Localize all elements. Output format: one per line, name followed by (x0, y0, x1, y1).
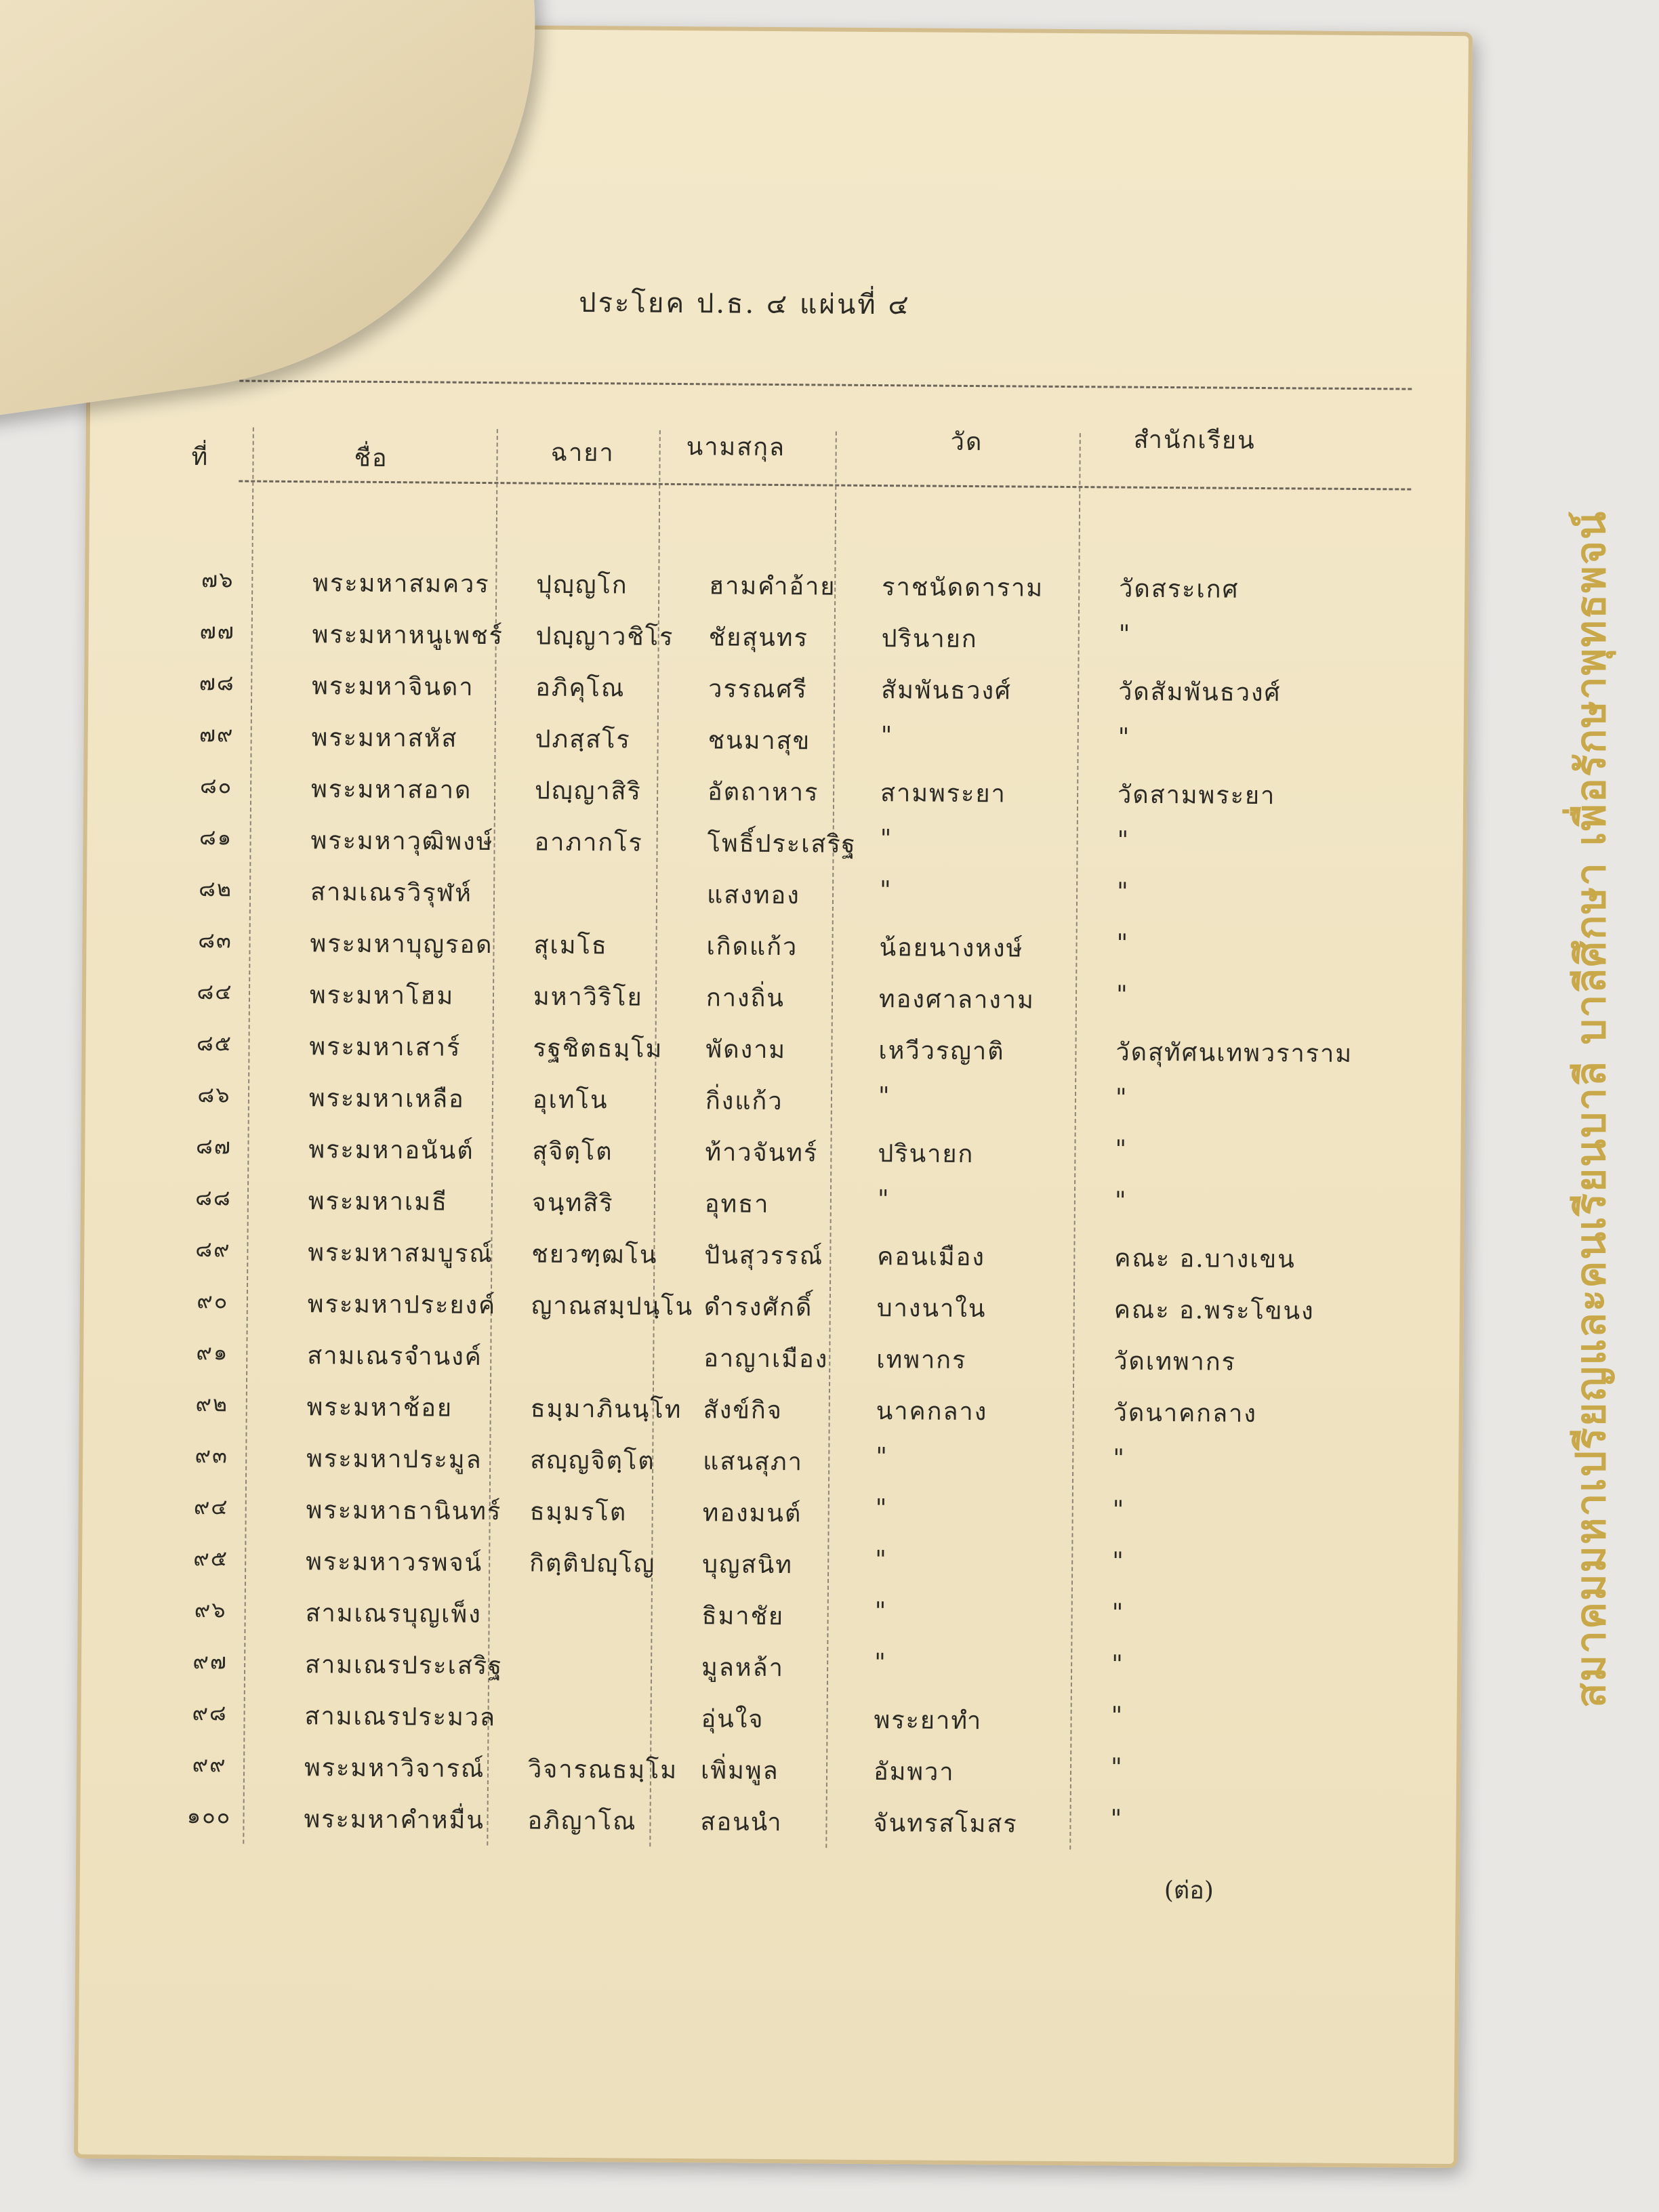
cell-alias: ปญฺญาวชิโร (535, 622, 674, 651)
cell-surname: วรรณศรี (708, 675, 808, 704)
cell-no: ๘๗ (195, 1133, 232, 1160)
table-row (83, 1334, 1459, 1391)
cell-surname: แสนสุภา (703, 1448, 804, 1477)
cell-alias: ธมฺมาภินนฺโท (530, 1395, 682, 1425)
cell-school: " (1118, 620, 1132, 649)
cell-surname: อุทธา (704, 1190, 770, 1218)
cell-wat: " (880, 825, 893, 853)
cell-wat: คอนเมือง (877, 1243, 986, 1272)
table-row (82, 1489, 1458, 1546)
watermark-text: สมาคมมหาเปรียญและคนเรียนบาลี บาลีศึกษา เพื่อรักษาพุทธพจน์ (1568, 510, 1615, 1708)
cell-name: พระมหาสหัส (311, 724, 458, 753)
cell-wat: จันทรสโมสร (873, 1809, 1018, 1839)
table-row (80, 1798, 1456, 1855)
cell-no: ๘๘ (195, 1185, 232, 1211)
table-row (87, 716, 1463, 773)
cell-surname: ดำรงศักดิ์ (703, 1293, 813, 1322)
cell-name: สามเณรบุญเพ็ง (305, 1599, 482, 1629)
cell-alias: ชยวฑฺฒโน (531, 1240, 658, 1269)
cell-wat: ปรินายก (878, 1140, 975, 1169)
cell-no: ๘๙ (195, 1236, 231, 1263)
cell-name: สามเณรประเสริฐ (304, 1651, 504, 1681)
cell-name: พระมหาอนันต์ (308, 1136, 474, 1165)
cell-name: พระมหาวรพจน์ (306, 1548, 483, 1578)
cell-name: พระมหาสมควร (312, 569, 490, 599)
cell-wat: เหวีวรญาติ (878, 1037, 1005, 1066)
cell-school: " (1116, 929, 1130, 958)
cell-alias: ธมฺมรโต (529, 1498, 628, 1527)
cell-alias: รฐชิตธมฺโม (533, 1034, 663, 1063)
cell-name: สามเณรประมวล (304, 1702, 497, 1732)
cell-no: ๙๒ (195, 1391, 229, 1417)
cell-no: ๑๐๐ (186, 1802, 232, 1829)
cell-school: " (1118, 723, 1131, 752)
cell-no: ๙๕ (193, 1545, 229, 1572)
cell-name: พระมหาบุญรอด (310, 930, 493, 960)
cell-surname: อุ่นใจ (701, 1705, 764, 1734)
cell-surname: ชนมาสุข (708, 726, 811, 756)
table-row (81, 1695, 1456, 1752)
cell-name: พระมหาเสาร์ (309, 1033, 462, 1062)
cell-no: ๘๕ (196, 1030, 233, 1057)
cell-name: พระมหาคำหมื่น (304, 1805, 485, 1835)
cell-alias: ญาณสมฺปนฺโน (531, 1292, 694, 1322)
cell-wat: ราชนัดดาราม (882, 573, 1044, 602)
cell-surname: ท้าวจันทร์ (705, 1139, 819, 1168)
cell-wat: " (878, 1082, 891, 1111)
table-row (84, 1231, 1460, 1288)
cell-school: " (1117, 826, 1130, 855)
cell-school: " (1112, 1547, 1125, 1576)
cell-surname: แสงทอง (706, 881, 800, 910)
cell-surname: เพิ่มพูล (700, 1757, 779, 1786)
cell-no: ๗๙ (199, 721, 234, 747)
table-row (81, 1643, 1457, 1700)
cell-school: " (1111, 1702, 1124, 1730)
header-school: สำนักเรียน (1133, 426, 1256, 455)
table-row (87, 819, 1462, 876)
cell-school: วัดสามพระยา (1117, 781, 1276, 811)
cell-school: คณะ อ.บางเขน (1114, 1244, 1296, 1274)
header-no: ที่ (191, 443, 209, 472)
table-row (88, 665, 1464, 722)
header-name: ชื่อ (354, 444, 388, 473)
cell-wat: " (875, 1494, 888, 1523)
cell-name: สามเณรวิรุฬห์ (310, 878, 473, 907)
cell-surname: สอนนำ (700, 1808, 783, 1837)
cell-no: ๙๑ (196, 1339, 229, 1366)
cell-surname: พัดงาม (705, 1036, 787, 1065)
cell-wat: ทองศาลางาม (878, 985, 1035, 1015)
cell-surname: ธิมาชัย (701, 1602, 785, 1631)
cell-alias: สุจิตฺโต (532, 1137, 613, 1166)
table-row (88, 613, 1464, 670)
cell-wat: " (874, 1597, 888, 1626)
table-row (82, 1540, 1458, 1597)
table-row (85, 1180, 1460, 1237)
cell-school: " (1112, 1496, 1126, 1524)
cell-wat: เทพากร (876, 1346, 967, 1375)
cell-school: วัดสัมพันธวงศ์ (1118, 678, 1282, 708)
header-wat: วัด (950, 428, 983, 457)
cell-no: ๗๗ (199, 618, 235, 644)
cell-surname: กางถิ่น (705, 984, 785, 1013)
cell-name: พระมหาช้อย (306, 1393, 453, 1422)
cell-alias: ปภสฺสโร (535, 725, 631, 754)
cell-no: ๙๖ (194, 1597, 227, 1623)
cell-wat: สามพระยา (880, 779, 1006, 808)
table-row (89, 562, 1465, 619)
cell-no: ๘๓ (198, 927, 232, 954)
cell-no: ๗๖ (201, 567, 234, 593)
cell-school: วัดสระเกศ (1119, 575, 1240, 604)
cell-name: พระมหาประมูล (306, 1445, 483, 1475)
table-row (85, 1025, 1461, 1082)
page-title: ประโยค ป.ธ. ๔ แผ่นที่ ๔ (578, 287, 911, 321)
cell-surname: เกิดแก้ว (706, 933, 798, 962)
cell-alias: อภิญาโณ (527, 1807, 637, 1836)
cell-school: " (1114, 1187, 1128, 1215)
cell-name: พระมหาโฮม (309, 981, 455, 1010)
cell-name: พระมหาประยงค์ (307, 1290, 497, 1320)
cell-wat: " (874, 1649, 887, 1677)
table-row (85, 1077, 1461, 1134)
cell-no: ๗๘ (199, 670, 235, 696)
cell-surname: โพธิ์ประเสริฐ (707, 830, 857, 859)
cell-no: ๘๑ (199, 824, 233, 851)
cell-name: พระมหาสอาด (310, 775, 472, 804)
table-row (87, 871, 1462, 928)
table-top-rule (239, 380, 1412, 390)
cell-alias: จนฺทสิริ (531, 1189, 614, 1218)
table-row (83, 1437, 1458, 1494)
cell-wat: นาคกลาง (876, 1397, 988, 1427)
header-surname: นามสกุล (686, 433, 786, 462)
table-row (84, 1283, 1460, 1340)
cell-no: ๘๐ (199, 773, 233, 799)
table-row (81, 1746, 1456, 1803)
cell-wat: บางนาใน (876, 1294, 987, 1324)
cell-surname: อาญาเมือง (703, 1345, 829, 1374)
cell-wat: ปรินายก (881, 625, 978, 654)
cell-alias: สญฺญจิตฺโต (530, 1446, 655, 1475)
cell-name: พระมหาวุฒิพงษ์ (310, 827, 494, 857)
cell-surname: กิ่งแก้ว (705, 1087, 783, 1116)
cell-no: ๙๘ (192, 1700, 228, 1726)
cell-surname: ฮามคำอ้าย (709, 572, 836, 601)
table-row (86, 974, 1462, 1031)
cell-no: ๙๙ (192, 1751, 227, 1778)
cell-school: " (1111, 1599, 1125, 1627)
cell-no: ๙๔ (193, 1494, 229, 1520)
cell-alias: สุเมโธ (533, 931, 609, 960)
cell-surname: ทองมนต์ (702, 1499, 802, 1528)
cell-school: " (1110, 1805, 1124, 1833)
header-alias: ฉายา (550, 438, 615, 468)
cell-name: พระมหาเหลือ (308, 1084, 465, 1113)
cell-surname: อัตถาหาร (707, 778, 819, 807)
cell-school: วัดเทพากร (1113, 1347, 1237, 1376)
cell-name: พระมหาหนูเพชร์ (312, 621, 504, 651)
cell-name: พระมหาวิจารณ์ (304, 1754, 485, 1784)
cell-no: ๘๒ (199, 876, 233, 902)
cell-name: พระมหาเมธี (308, 1187, 449, 1216)
cell-no: ๙๓ (194, 1442, 229, 1469)
cell-wat: " (875, 1546, 888, 1574)
cell-wat: " (879, 876, 893, 905)
cell-alias: ปุญฺญโก (536, 571, 628, 600)
cell-school: " (1115, 1084, 1128, 1112)
cell-no: ๙๗ (192, 1648, 228, 1675)
cell-alias: กิตฺติปญฺโญ (529, 1549, 656, 1578)
cell-wat: " (880, 722, 894, 750)
cell-alias: ปญฺญาสิริ (534, 777, 642, 806)
cell-name: พระมหาจินดา (312, 672, 474, 701)
cell-school: " (1113, 1444, 1126, 1473)
cell-no: ๙๐ (197, 1288, 229, 1314)
table-row (86, 922, 1462, 979)
cell-alias: มหาวิริโย (533, 983, 643, 1012)
cell-wat: พระยาทำ (874, 1706, 983, 1736)
cell-wat: น้อยนางหงษ์ (879, 934, 1024, 963)
cell-name: สามเณรจำนงค์ (307, 1342, 483, 1372)
cell-alias: วิจารณธมฺโม (527, 1755, 678, 1785)
cell-surname: บุญสนิท (702, 1551, 794, 1580)
cell-surname: ชัยสุนทร (708, 623, 809, 653)
table-row (83, 1386, 1458, 1443)
cell-alias: อาภากโร (534, 828, 643, 857)
cell-no: ๘๔ (197, 979, 233, 1005)
cell-no: ๘๖ (197, 1082, 231, 1108)
cell-wat: " (877, 1185, 890, 1214)
cell-school: " (1115, 981, 1129, 1009)
table-row (87, 768, 1463, 825)
cell-school: วัดนาคกลาง (1113, 1399, 1258, 1428)
cell-surname: ปันสุวรรณ์ (704, 1242, 824, 1271)
cell-surname: สังข์กิจ (703, 1396, 783, 1425)
cell-name: พระมหาสมบูรณ์ (308, 1239, 493, 1269)
cell-alias: อุเทโน (532, 1086, 609, 1115)
cell-school: " (1111, 1650, 1124, 1679)
cell-school: " (1110, 1753, 1124, 1782)
table-row (85, 1128, 1460, 1185)
cell-school: คณะ อ.พระโขนง (1113, 1296, 1315, 1326)
cell-school: " (1115, 1135, 1128, 1164)
cell-wat: " (876, 1443, 888, 1471)
table-row (81, 1592, 1457, 1649)
continued-note: (ต่อ) (1164, 1877, 1214, 1905)
cell-surname: มูลหล้า (701, 1654, 785, 1683)
table-header-rule (239, 480, 1411, 490)
cell-name: พระมหาธานินทร์ (306, 1496, 502, 1526)
cell-school: " (1116, 878, 1130, 906)
cell-wat: สัมพันธวงศ์ (881, 676, 1012, 705)
cell-wat: อัมพวา (873, 1758, 955, 1786)
cell-alias: อภิคุโณ (535, 674, 626, 703)
cell-school: วัดสุทัศนเทพวราราม (1115, 1038, 1353, 1068)
